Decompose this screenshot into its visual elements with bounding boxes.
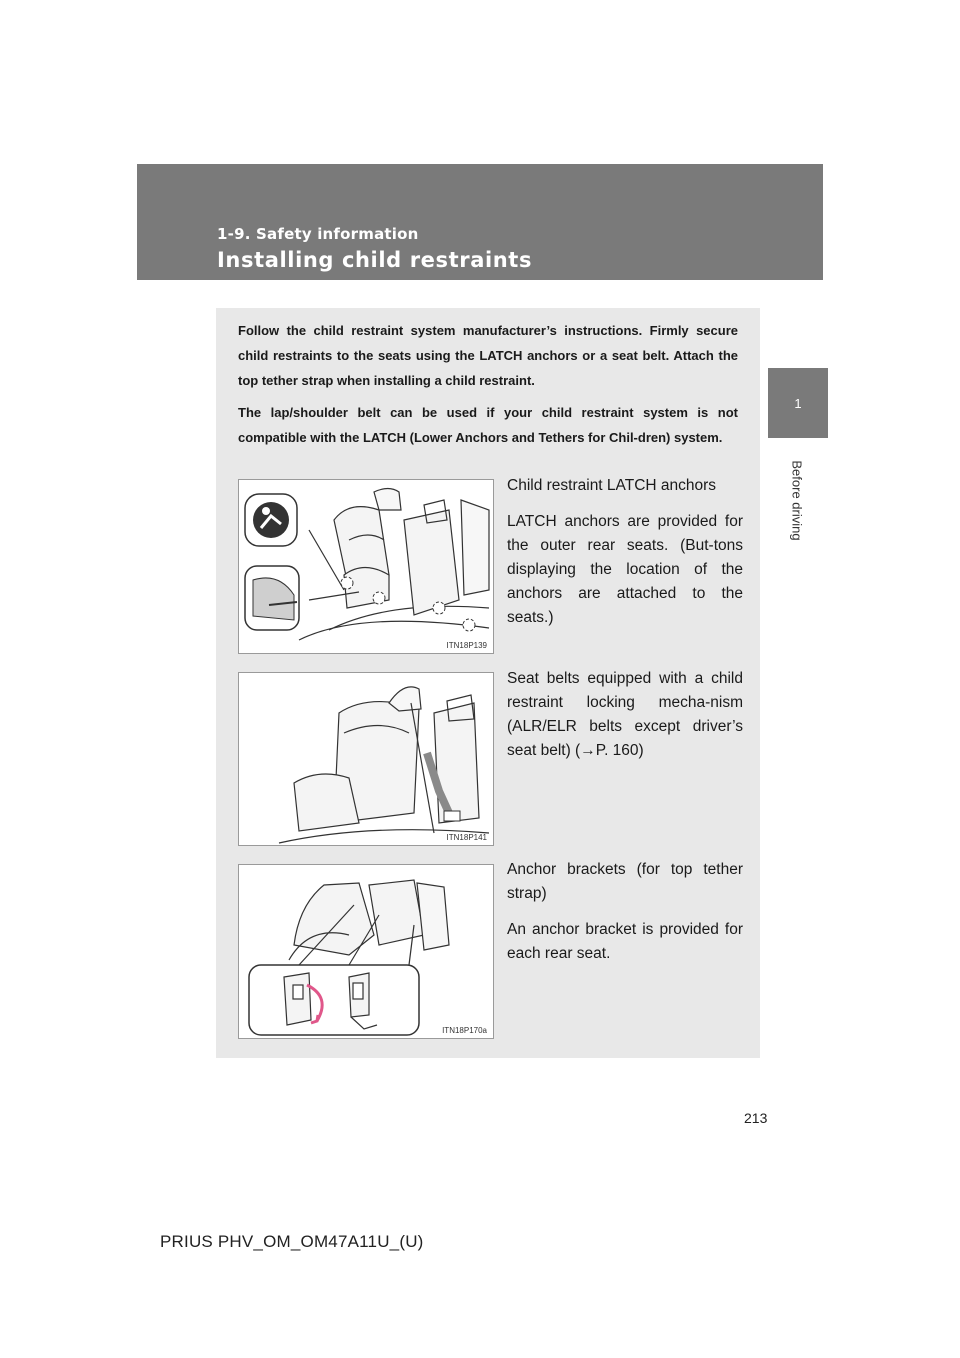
content-box bbox=[216, 308, 760, 1058]
section-label: 1-9. Safety information bbox=[217, 225, 419, 243]
chapter-tab bbox=[768, 368, 828, 438]
seat-belt-description bbox=[507, 667, 743, 763]
intro-paragraph-1: Follow the child restraint system manufacturer’s instructions. Firmly secure child restraints to the seats using the LATCH anchors or a seat belt. Attach the top tether strap when installing a child restraint. bbox=[238, 323, 738, 388]
seat-belt-drawing bbox=[239, 673, 494, 846]
intro-paragraph-2: The lap/shoulder belt can be used if your child restraint system is not compatible with the LATCH (Lower Anchors and Tethers for Chil-dren) system. bbox=[238, 405, 738, 445]
anchor-brackets-illustration bbox=[238, 864, 494, 1039]
chapter-label bbox=[772, 452, 822, 548]
page-title: Installing child restraints bbox=[217, 248, 533, 272]
figure-id: ITN18P170a bbox=[442, 1026, 487, 1035]
anchor-brackets-description bbox=[507, 858, 743, 966]
manual-footer: PRIUS PHV_OM_OM47A11U_(U) bbox=[160, 1232, 424, 1251]
latch-anchors-illustration bbox=[238, 479, 494, 654]
anchor-brackets-heading: Anchor brackets (for top tether strap) bbox=[507, 861, 743, 902]
figure-id: ITN18P139 bbox=[446, 641, 487, 650]
latch-anchors-description bbox=[507, 474, 743, 630]
page-number: 213 bbox=[744, 1110, 768, 1126]
intro-text bbox=[238, 318, 738, 450]
chapter-label-text: Before driving bbox=[789, 459, 805, 541]
anchor-button-icon bbox=[245, 566, 299, 630]
section-header bbox=[137, 164, 823, 280]
seat-belt-illustration bbox=[238, 672, 494, 846]
anchor-brackets-text: An anchor bracket is provided for each rear seat. bbox=[507, 921, 743, 962]
latch-anchors-text: LATCH anchors are provided for the outer rear seats. (But-tons displaying the location of the anchors are attached to the seats.) bbox=[507, 513, 743, 626]
bracket-detail-inset bbox=[249, 965, 419, 1035]
seat-belt-text: Seat belts equipped with a child restraint locking mecha-nism (ALR/ELR belts except driver’s seat belt) (→P. 160) bbox=[507, 670, 743, 759]
anchor-brackets-drawing bbox=[239, 865, 494, 1039]
latch-anchors-heading: Child restraint LATCH anchors bbox=[507, 477, 717, 494]
figure-id: ITN18P141 bbox=[446, 833, 487, 842]
latch-anchors-drawing bbox=[239, 480, 494, 654]
child-seat-symbol-icon bbox=[245, 494, 297, 546]
chapter-number: 1 bbox=[794, 395, 802, 411]
